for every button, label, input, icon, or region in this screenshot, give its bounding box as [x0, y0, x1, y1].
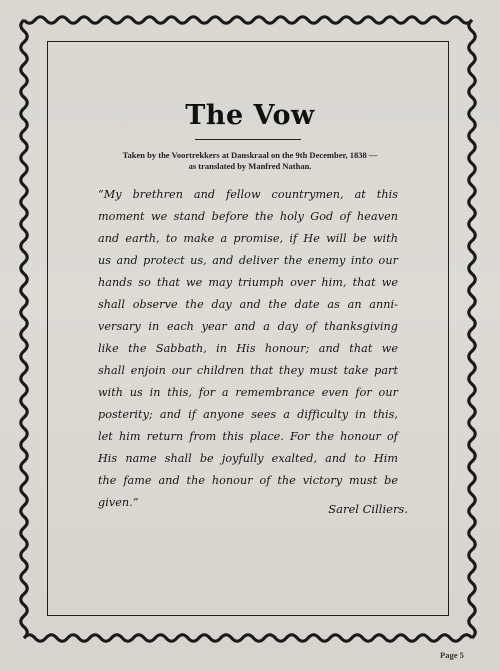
body-line: and earth, to make a promise, if He will be with: [98, 232, 398, 245]
body-line: shall enjoin our children that they must take part: [98, 364, 398, 377]
body-line: His name shall be joyfully exalted, and to Him: [98, 452, 398, 465]
wavy-border-side: [24, 17, 472, 23]
document-title: The Vow: [185, 100, 315, 131]
body-line: like the Sabbath, in His honour; and that we: [98, 342, 398, 355]
body-line: moment we stand before the holy God of heaven: [98, 210, 398, 223]
body-line: us and protect us, and deliver the enemy into our: [98, 254, 398, 267]
signature: Sarel Cilliers.: [328, 502, 408, 516]
document-subtitle: [60, 150, 440, 172]
title-underline: [195, 139, 301, 140]
subtitle-line: as translated by Manfred Nathan.: [188, 161, 312, 171]
body-line: hands so that we may triumph over him, that we: [98, 276, 398, 289]
body-line: let him return from this place. For the honour of: [98, 430, 398, 443]
body-line: “My brethren and fellow countrymen, at this: [98, 188, 398, 201]
body-line: shall observe the day and the date as an anni-: [98, 298, 398, 311]
wavy-border-side: [24, 635, 472, 641]
subtitle-line: Taken by the Voortrekkers at Danskraal on the 9th December, 1838 —: [122, 150, 378, 160]
body-line: posterity; and if anyone sees a difficulty in this,: [98, 408, 398, 421]
body-line: with us in this, for a remembrance even for our: [98, 386, 398, 399]
body-line: given.”: [98, 496, 139, 509]
body-line: versary in each year and a day of thanksgiving: [98, 320, 398, 333]
body-line: the fame and the honour of the victory must be: [98, 474, 398, 487]
page-number: Page 5: [440, 650, 464, 660]
